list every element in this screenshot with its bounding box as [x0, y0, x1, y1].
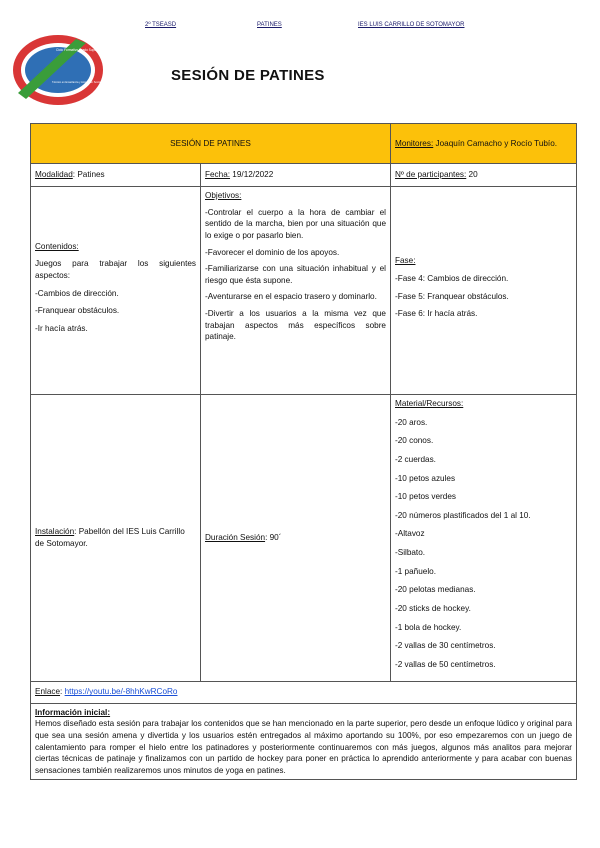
contents-item: -Ir hacía atrás. — [35, 323, 88, 333]
date-label: Fecha: — [205, 170, 231, 180]
school-logo-graphic — [12, 33, 111, 107]
duration-cell — [201, 395, 391, 682]
objective-item: -Divertir a los usuarios a la misma vez que trabajan aspectos más específicos sobre patinaje. — [205, 309, 386, 342]
monitors-value: Joaquín Camacho y Rocío Tubío. — [433, 138, 558, 148]
contents-label: Contenidos: — [35, 241, 79, 251]
date-value: 19/12/2022 — [230, 170, 274, 180]
materials-label: Material/Recursos: — [395, 399, 464, 408]
session-title-cell — [31, 124, 391, 164]
objective-item: -Favorecer el dominio de los apoyos. — [205, 247, 340, 257]
material-item: -20 pelotas medianas. — [395, 585, 476, 595]
participants-cell — [391, 164, 577, 187]
video-link[interactable]: https://youtu.be/-8hhKwRCoRo — [64, 687, 178, 697]
objectives-label: Objetivos: — [205, 191, 242, 200]
material-item: -1 pañuelo. — [395, 566, 436, 576]
monitors-label: Monitores: — [395, 138, 434, 148]
material-item: -1 bola de hockey. — [395, 622, 462, 632]
logo-text-2: Técnico en Enseñanza y Animación Sociodeportiva — [52, 81, 111, 84]
installation-label: Instalación — [35, 527, 75, 537]
header-school: IES LUIS CARRILLO DE SOTOMAYOR — [358, 22, 465, 28]
duration-label: Duración Sesión — [205, 532, 266, 542]
link-cell — [31, 681, 577, 703]
objective-item: -Aventurarse en el espacio trasero y dominarlo. — [205, 292, 377, 302]
material-item: -10 petos verdes — [395, 492, 456, 502]
date-cell — [201, 164, 391, 187]
session-title: SESIÓN DE PATINES — [170, 138, 251, 148]
session-table — [30, 123, 577, 780]
contents-item: -Cambios de dirección. — [35, 288, 119, 298]
installation-value: : Pabellón del IES Luis Carrillo de Sotomayor. — [35, 527, 185, 548]
material-item: -Silbato. — [395, 548, 426, 558]
material-item: -20 sticks de hockey. — [395, 604, 471, 614]
materials-cell — [391, 395, 577, 682]
material-item: -20 conos. — [395, 436, 434, 446]
document-title: SESIÓN DE PATINES — [171, 67, 325, 84]
installation-cell — [31, 395, 201, 682]
modality-cell — [31, 164, 201, 187]
material-item: -2 vallas de 50 centímetros. — [395, 659, 496, 669]
phase-item: -Fase 6: Ir hacía atrás. — [395, 309, 478, 319]
duration-value: : 90´ — [265, 532, 282, 542]
table-row-info — [31, 164, 577, 187]
material-item: -2 vallas de 30 centímetros. — [395, 641, 496, 651]
participants-label: Nº de participantes: — [395, 170, 467, 180]
initial-info-text: Hemos diseñado esta sesión para trabajar los contenidos que se han mencionado en la parte superior, pero desde un enfoque lúdico y original para que sea una sesión amena y divertida y los usuarios estén entregados al máximo aportando su 100%, por eso empezaremos con un juego de calentamiento para romper el hielo entre los patinadores y posteriormente continuaremos con más juegos, algunos más analitos para mejorar ciertas técnicas de patinaje y finalizamos con un partido de hockey para poner en práctica lo aprendido anteriormente y para acabar con buenas sensaciones también realizaremos unos minutos de yoga en patines. — [35, 719, 572, 775]
school-logo — [12, 33, 111, 107]
table-row-resources — [31, 395, 577, 682]
material-item: -Altavoz — [395, 529, 425, 539]
participants-value: 20 — [466, 170, 478, 180]
phase-item: -Fase 5: Franquear obstáculos. — [395, 291, 509, 301]
initial-info-cell — [31, 703, 577, 780]
phase-label: Fase: — [395, 256, 416, 266]
link-label: Enlace — [35, 687, 61, 697]
objectives-cell — [201, 187, 391, 395]
table-row-contents — [31, 187, 577, 395]
objective-item: -Familiarizarse con una situación inhabitual y el riesgo que ésta supone. — [205, 264, 386, 285]
header-subject: PATINES — [257, 22, 282, 28]
link-separator: : — [60, 687, 65, 697]
phase-item: -Fase 4: Cambios de dirección. — [395, 273, 509, 283]
header-grade: 2º TSEASD — [145, 22, 177, 28]
table-row-header — [31, 124, 577, 164]
material-item: -20 aros. — [395, 417, 428, 427]
logo-text-1: Ciclo Formativo Grado Superior — [56, 48, 101, 52]
table-row-initial-info — [31, 703, 577, 780]
phase-cell — [391, 187, 577, 395]
objective-item: -Controlar el cuerpo a la hora de cambiar el sentido de la marcha, bien por una situación que lo exige o por pasarlo bien. — [205, 207, 386, 240]
material-item: -2 cuerdas. — [395, 454, 436, 464]
contents-intro: Juegos para trabajar los siguientes aspectos: — [35, 259, 196, 280]
initial-info-label: Información inicial: — [35, 707, 111, 717]
material-item: -10 petos azules — [395, 473, 456, 483]
modality-value: : Patines — [72, 170, 105, 180]
table-row-link — [31, 681, 577, 703]
monitors-cell — [391, 124, 577, 164]
material-item: -20 números plastificados del 1 al 10. — [395, 510, 531, 520]
modality-label: Modalidad — [35, 170, 73, 180]
contents-item: -Franquear obstáculos. — [35, 306, 120, 316]
contents-cell — [31, 187, 201, 395]
